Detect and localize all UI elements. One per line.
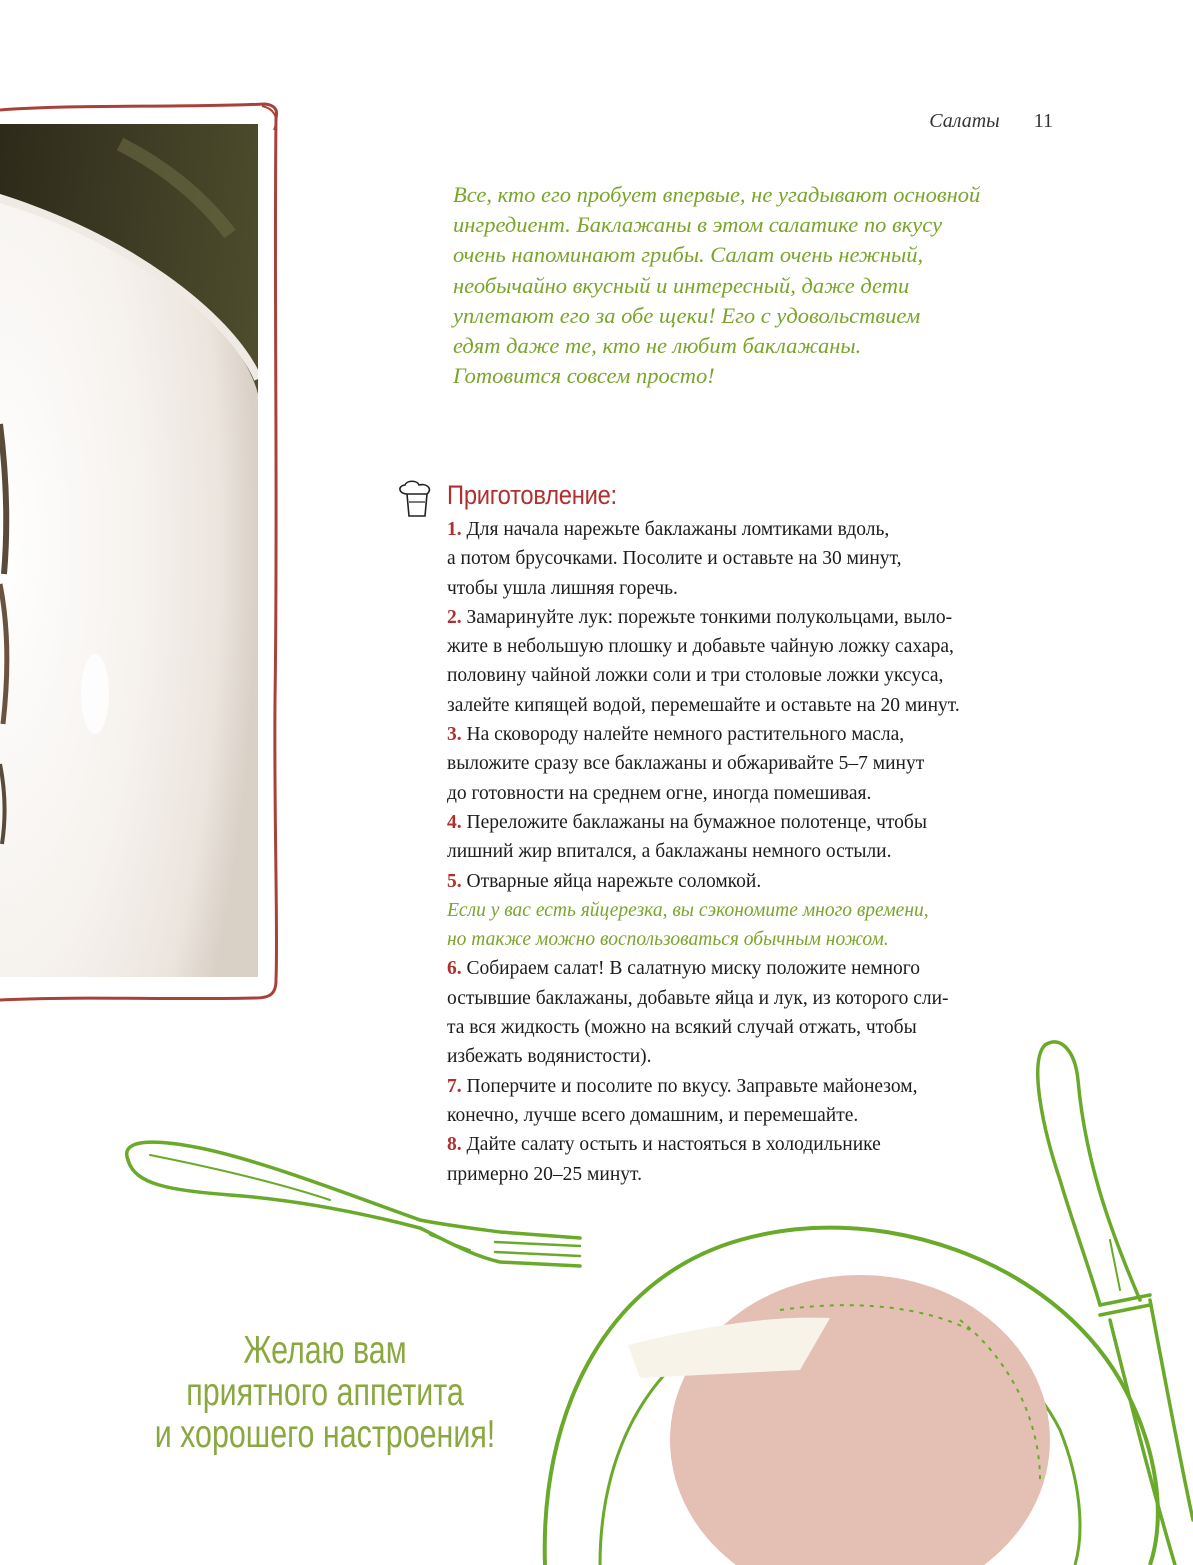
- step-text: конечно, лучше всего домашним, и перемешайте.: [447, 1104, 859, 1126]
- intro-line: необычайно вкусный и интересный, даже дети: [453, 272, 910, 298]
- page-number: 11: [1033, 110, 1053, 132]
- step-text: половину чайной ложки соли и три столовые ложки уксуса,: [447, 665, 944, 687]
- step-number: 5.: [447, 870, 462, 892]
- step-text: до готовности на среднем огне, иногда помешивая.: [447, 782, 872, 804]
- step-text: Собираем салат! В салатную миску положите немного: [466, 958, 921, 980]
- step-text: На сковороду налейте немного растительного масла,: [466, 724, 905, 746]
- step-text: примерно 20–25 минут.: [447, 1163, 642, 1185]
- step-text: Дайте салату остыть и настояться в холодильнике: [466, 1134, 881, 1156]
- step-number: 2.: [447, 606, 462, 628]
- step-text: Поперчите и посолите по вкусу. Заправьте майонезом,: [466, 1075, 918, 1097]
- wish-line: приятного аппетита: [186, 1371, 464, 1414]
- preparation-title: Приготовление:: [447, 480, 617, 510]
- intro-line: очень напоминают грибы. Салат очень нежный,: [453, 242, 924, 268]
- step-number: 8.: [447, 1134, 462, 1156]
- intro-line: ингредиент. Баклажаны в этом салатике по вкусу: [453, 212, 943, 238]
- knife-icon: [1038, 1042, 1193, 1565]
- step-text: лишний жир впитался, а баклажаны немного остыли.: [447, 841, 892, 863]
- wish-line: и хорошего настроения!: [154, 1413, 496, 1456]
- step-text: а потом брусочками. Посолите и оставьте на 30 минут,: [447, 548, 902, 570]
- step-text: избежать водянистости).: [447, 1046, 652, 1068]
- step-text: жите в небольшую плошку и добавьте чайную ложку сахара,: [447, 636, 954, 658]
- plate-icon: [545, 1228, 1158, 1565]
- step-number: 7.: [447, 1075, 462, 1097]
- running-header: [929, 110, 1053, 133]
- step-number: 3.: [447, 724, 462, 746]
- step-text: Переложите баклажаны на бумажное полотенце, чтобы: [466, 811, 927, 833]
- step-text: остывшие баклажаны, добавьте яйца и лук, из которого сли-: [447, 987, 949, 1009]
- step-number: 1.: [447, 519, 462, 540]
- chef-hat-icon: [393, 480, 439, 520]
- tip-text: но также можно воспользоваться обычным ножом.: [447, 929, 889, 951]
- section-title: Салаты: [929, 110, 1000, 132]
- preparation-steps: [447, 515, 1057, 1189]
- step-text: Замаринуйте лук: порежьте тонкими полукольцами, выло-: [466, 606, 953, 628]
- step-text: залейте кипящей водой, перемешайте и оставьте на 20 минут.: [447, 694, 960, 716]
- closing-wish: [150, 1330, 501, 1456]
- step-text: Для начала нарежьте баклажаны ломтиками вдоль,: [466, 519, 890, 540]
- step-text: чтобы ушла лишняя горечь.: [447, 577, 678, 599]
- step-number: 4.: [447, 811, 462, 833]
- intro-line: едят даже те, кто не любит баклажаны.: [453, 333, 862, 359]
- step-text: Отварные яйца нарежьте соломкой.: [466, 870, 762, 892]
- intro-line: Все, кто его пробует впервые, не угадывают основной: [453, 182, 981, 207]
- photo-image: [0, 124, 258, 977]
- intro-text: [453, 180, 1093, 391]
- intro-line: Готовится совсем просто!: [453, 363, 715, 389]
- step-text: та вся жидкость (можно на всякий случай отжать, чтобы: [447, 1017, 917, 1039]
- plate-food: [670, 1275, 1050, 1565]
- wish-line: Желаю вам: [243, 1329, 407, 1372]
- step-text: выложите сразу все баклажаны и обжаривайте 5–7 минут: [447, 753, 925, 775]
- tip-text: Если у вас есть яйцерезка, вы сэкономите много времени,: [447, 899, 929, 921]
- dish-photo: [0, 124, 258, 977]
- step-number: 6.: [447, 958, 462, 980]
- intro-line: уплетают его за обе щеки! Его с удовольствием: [453, 302, 921, 328]
